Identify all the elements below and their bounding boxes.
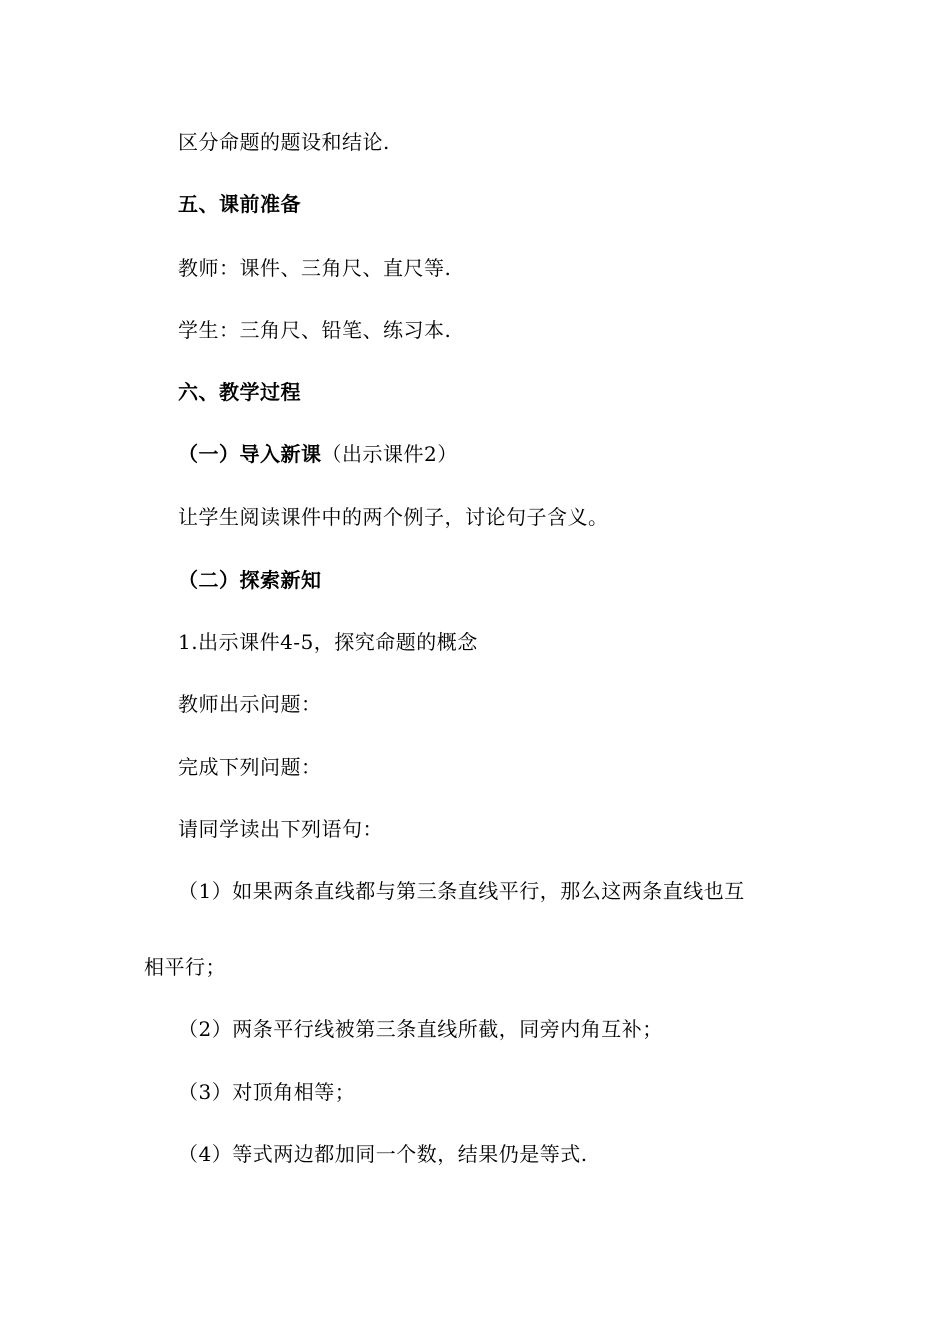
text-line-teacher-question: 教师出示问题： — [178, 692, 322, 716]
section-heading-preparation: 五、课前准备 — [178, 192, 301, 216]
text-line-read-sentences: 请同学读出下列语句： — [178, 817, 383, 841]
subsection-title-intro: （一）导入新课 — [178, 442, 322, 466]
list-item-4: （4）等式两边都加同一个数，结果仍是等式. — [178, 1142, 588, 1166]
text-line-conclusion: 区分命题的题设和结论. — [178, 130, 390, 154]
text-line-teacher-materials: 教师：课件、三角尺、直尺等. — [178, 256, 452, 280]
text-line-student-materials: 学生：三角尺、铅笔、练习本. — [178, 318, 452, 342]
section-heading-teaching-process: 六、教学过程 — [178, 380, 301, 404]
list-item-2: （2）两条平行线被第三条直线所截，同旁内角互补； — [178, 1017, 663, 1041]
list-item-3: （3）对顶角相等； — [178, 1080, 356, 1104]
subsection-note-intro: （出示课件2） — [321, 442, 458, 466]
subsection-heading-intro — [178, 440, 458, 468]
list-item-1-line-a: （1）如果两条直线都与第三条直线平行，那么这两条直线也互 — [178, 879, 745, 903]
list-item-1-line-b: 相平行； — [144, 955, 226, 979]
text-line-explore-concept: 1.出示课件4-5，探究命题的概念 — [178, 630, 478, 654]
text-line-intro-activity: 让学生阅读课件中的两个例子，讨论句子含义。 — [178, 505, 609, 529]
text-line-complete-questions: 完成下列问题： — [178, 755, 322, 779]
subsection-heading-explore: （二）探索新知 — [178, 568, 322, 592]
